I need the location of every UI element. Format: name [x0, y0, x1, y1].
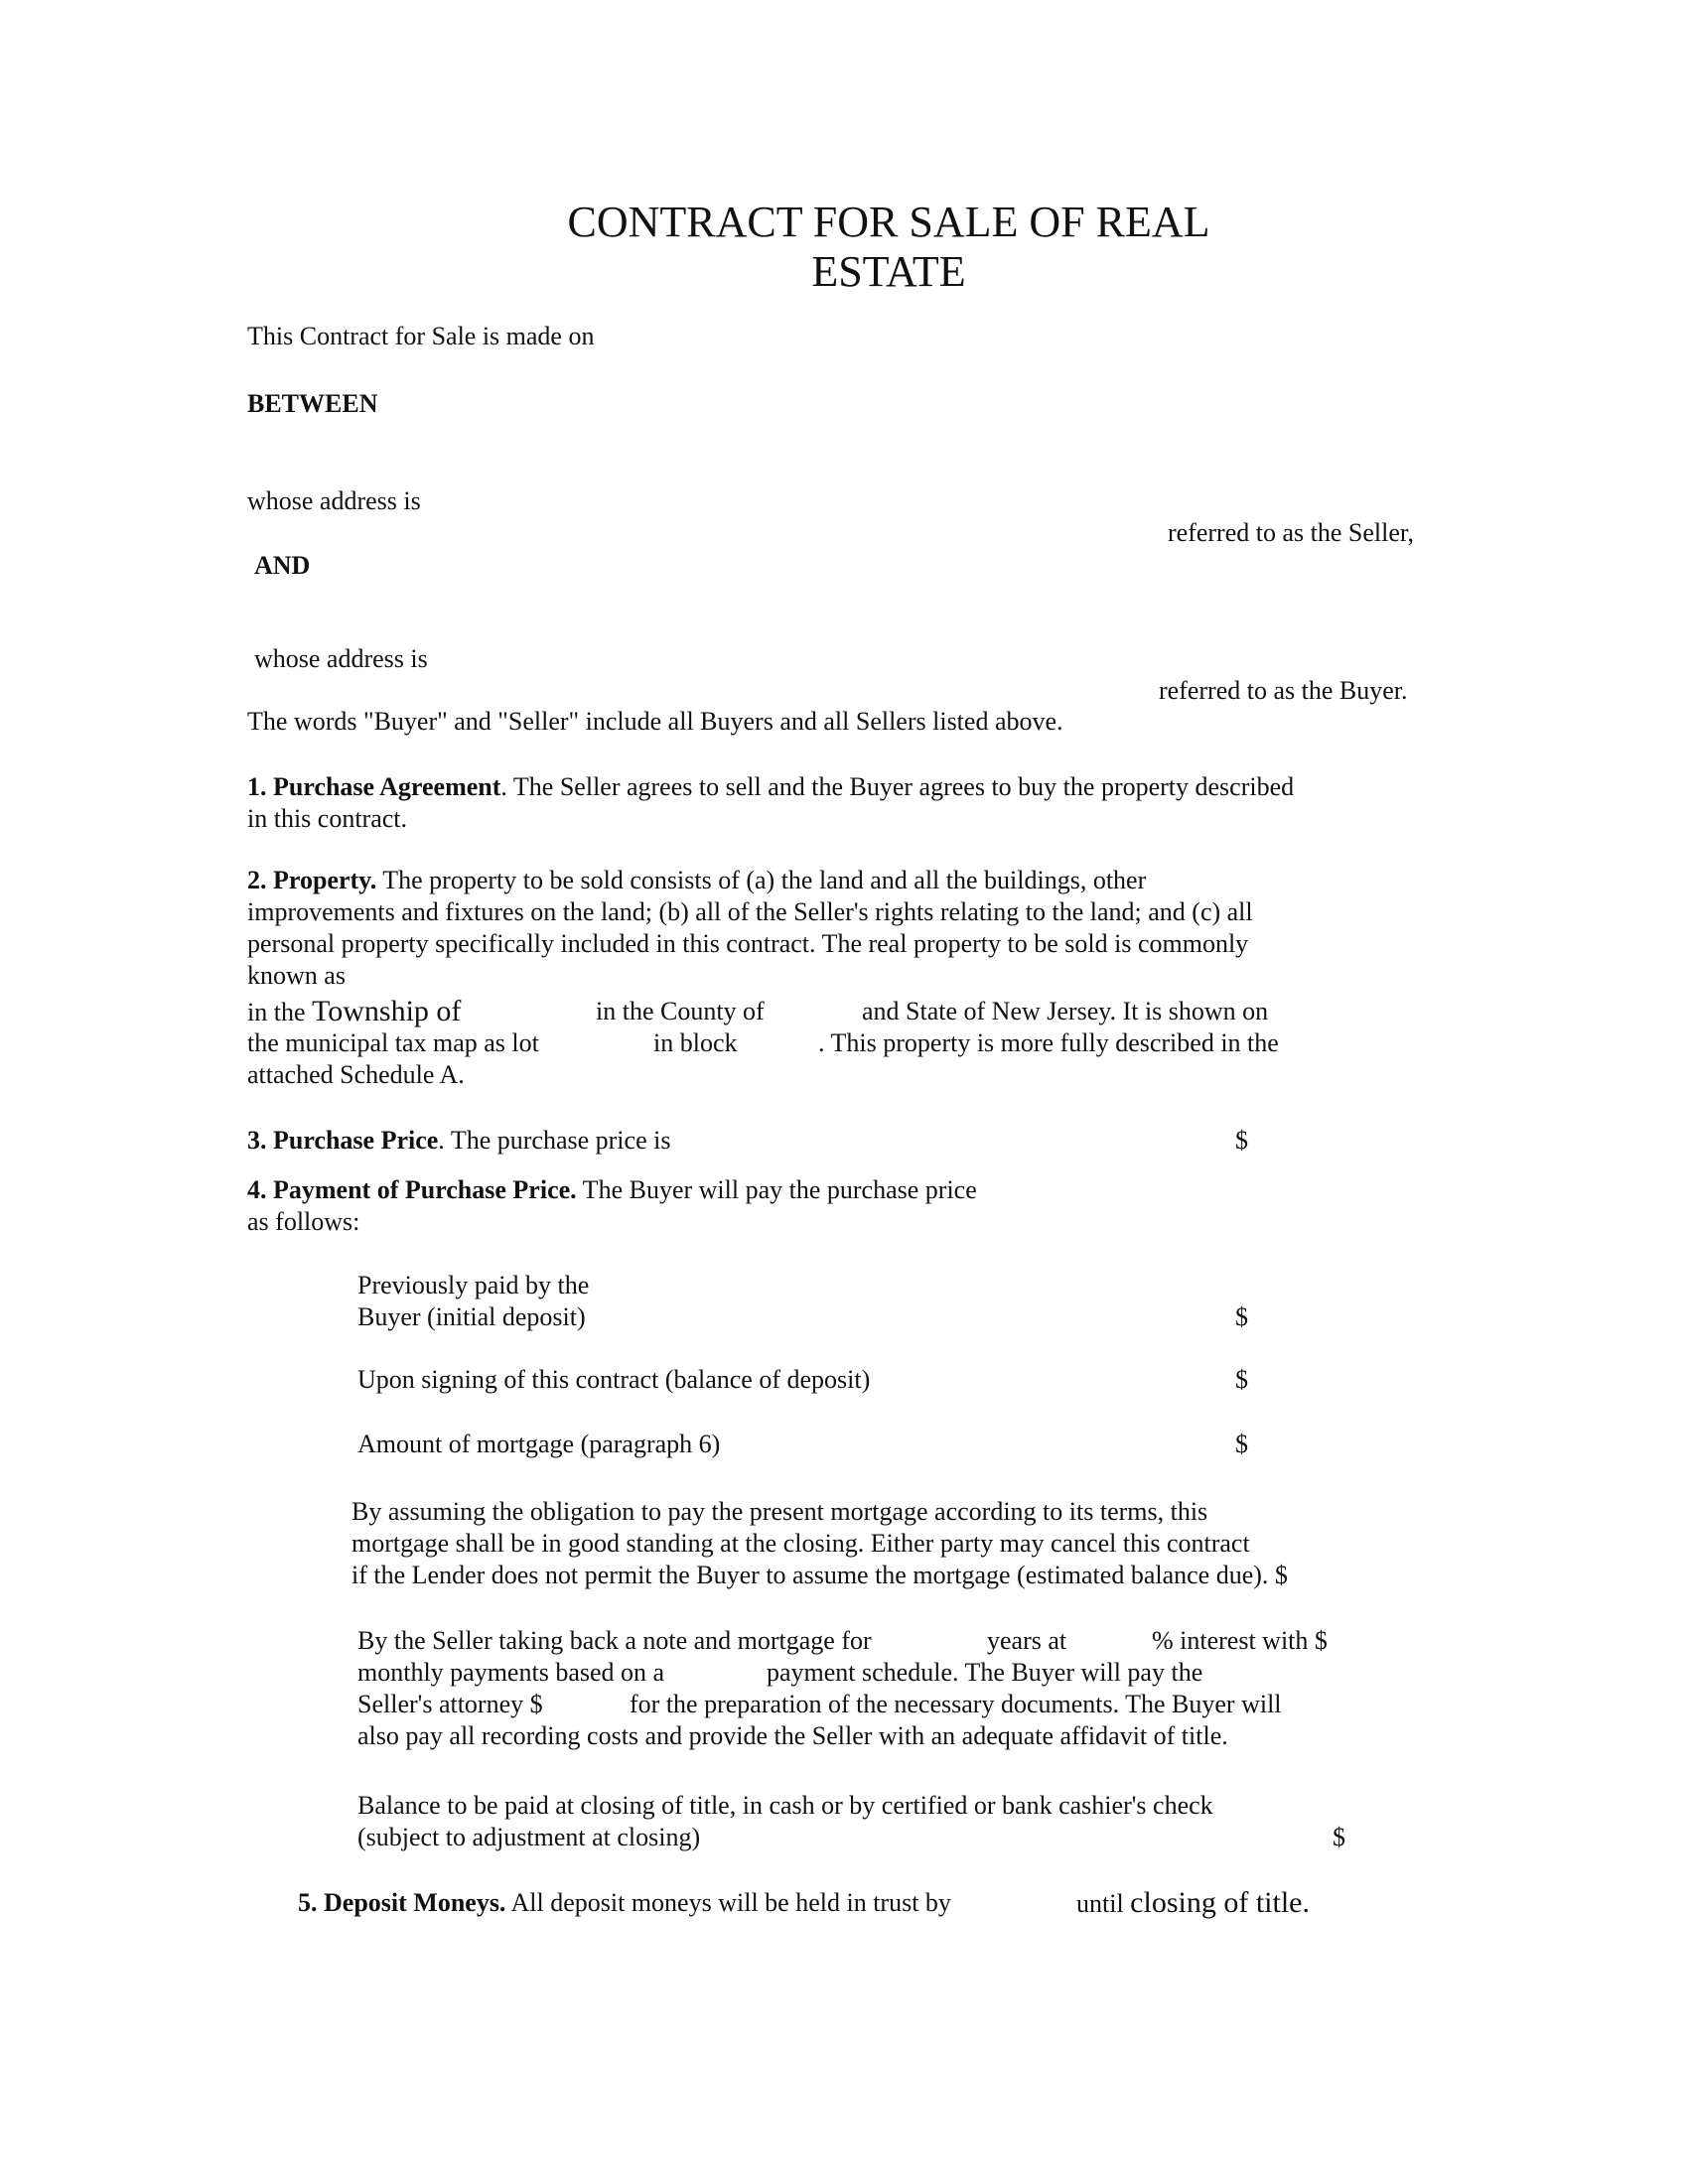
preparation-text: for the preparation of the necessary documents. The Buyer will	[630, 1690, 1282, 1718]
document-title-line2: ESTATE	[811, 247, 966, 296]
section-2-heading: 2. Property.	[247, 866, 377, 894]
section-1-line1	[247, 774, 1294, 800]
balance-at-closing-line2: (subject to adjustment at closing)	[357, 1823, 701, 1851]
section-2-in-the: in the Township of	[247, 995, 462, 1027]
block-label: in block	[653, 1028, 738, 1057]
section-3-line	[247, 1128, 670, 1154]
balance-at-closing-dollar: $	[1333, 1823, 1345, 1851]
between-heading: BETWEEN	[247, 389, 378, 418]
section-5-line	[298, 1890, 951, 1916]
interest-label: % interest with $	[1152, 1626, 1328, 1655]
section-4-text: The Buyer will pay the purchase price	[576, 1175, 977, 1204]
purchase-price-dollar: $	[1235, 1126, 1248, 1155]
section-1-heading: 1. Purchase Agreement	[247, 772, 501, 801]
section-2-line1	[247, 868, 1146, 893]
section-1-text: . The Seller agrees to sell and the Buyer agrees to buy the property described	[500, 772, 1295, 801]
section-1-line2: in this contract.	[247, 804, 408, 833]
balance-of-deposit-dollar: $	[1235, 1365, 1248, 1394]
section-2-line2: improvements and fixtures on the land; (b) all of the Seller's rights relating to the land; and (c) all	[247, 897, 1253, 926]
initial-deposit-line1: Previously paid by the	[357, 1271, 590, 1299]
closing-of-title-text: closing of title.	[1130, 1886, 1310, 1919]
section-3-text: . The purchase price is	[438, 1126, 671, 1155]
document-title-line1: CONTRACT FOR SALE OF REAL	[567, 198, 1210, 246]
seller-address-label: whose address is	[247, 486, 421, 515]
assume-mortgage-line2: mortgage shall be in good standing at the closing. Either party may cancel this contract	[352, 1529, 1250, 1558]
section-5-text: All deposit moneys will be held in trust by	[505, 1888, 951, 1917]
initial-deposit-dollar: $	[1235, 1302, 1248, 1331]
balance-of-deposit-label: Upon signing of this contract (balance of deposit)	[357, 1365, 871, 1394]
section-5-closing: until closing of title.	[1076, 1886, 1310, 1919]
assume-mortgage-line3: if the Lender does not permit the Buyer to assume the mortgage (estimated balance due). $	[352, 1561, 1288, 1589]
initial-deposit-line2: Buyer (initial deposit)	[357, 1302, 586, 1331]
monthly-payments-label: monthly payments based on a	[357, 1658, 665, 1687]
attorney-fee-label: Seller's attorney $	[357, 1690, 543, 1718]
payment-schedule-text: payment schedule. The Buyer will pay the	[767, 1658, 1203, 1687]
seller-referred-text: referred to as the Seller,	[1168, 518, 1415, 547]
township-label: Township of	[312, 995, 462, 1027]
schedule-a-text: attached Schedule A.	[247, 1060, 465, 1089]
recording-costs-text: also pay all recording costs and provide the Seller with an adequate affidavit of title.	[357, 1721, 1228, 1750]
buyer-address-label: whose address is	[254, 644, 428, 673]
buyer-referred-text: referred to as the Buyer.	[1159, 676, 1408, 705]
section-4-line2: as follows:	[247, 1207, 360, 1236]
words-note: The words "Buyer" and "Seller" include all Buyers and all Sellers listed above.	[247, 707, 1063, 736]
described-text: . This property is more fully described in the	[818, 1028, 1279, 1057]
section-2-line3: personal property specifically included in this contract. The real property to be sold is commonly	[247, 929, 1249, 958]
seller-note-label: By the Seller taking back a note and mortgage for	[357, 1626, 872, 1655]
county-label: in the County of	[596, 997, 765, 1025]
section-4-heading: 4. Payment of Purchase Price.	[247, 1175, 577, 1204]
and-heading: AND	[254, 551, 311, 580]
assume-mortgage-line1: By assuming the obligation to pay the present mortgage according to its terms, this	[352, 1497, 1208, 1526]
balance-at-closing-line1: Balance to be paid at closing of title, in cash or by certified or bank cashier's check	[357, 1791, 1213, 1820]
tax-map-lot-label: the municipal tax map as lot	[247, 1028, 539, 1057]
section-5-heading: 5. Deposit Moneys.	[298, 1888, 506, 1917]
intro-text: This Contract for Sale is made on	[247, 322, 595, 350]
years-at-label: years at	[987, 1626, 1067, 1655]
mortgage-amount-dollar: $	[1235, 1430, 1248, 1458]
mortgage-amount-label: Amount of mortgage (paragraph 6)	[357, 1430, 721, 1458]
section-3-heading: 3. Purchase Price	[247, 1126, 439, 1155]
section-2-line4: known as	[247, 961, 346, 990]
section-2-text: The property to be sold consists of (a) the land and all the buildings, other	[376, 866, 1147, 894]
state-text: and State of New Jersey. It is shown on	[862, 997, 1269, 1025]
section-4-line1	[247, 1177, 977, 1203]
